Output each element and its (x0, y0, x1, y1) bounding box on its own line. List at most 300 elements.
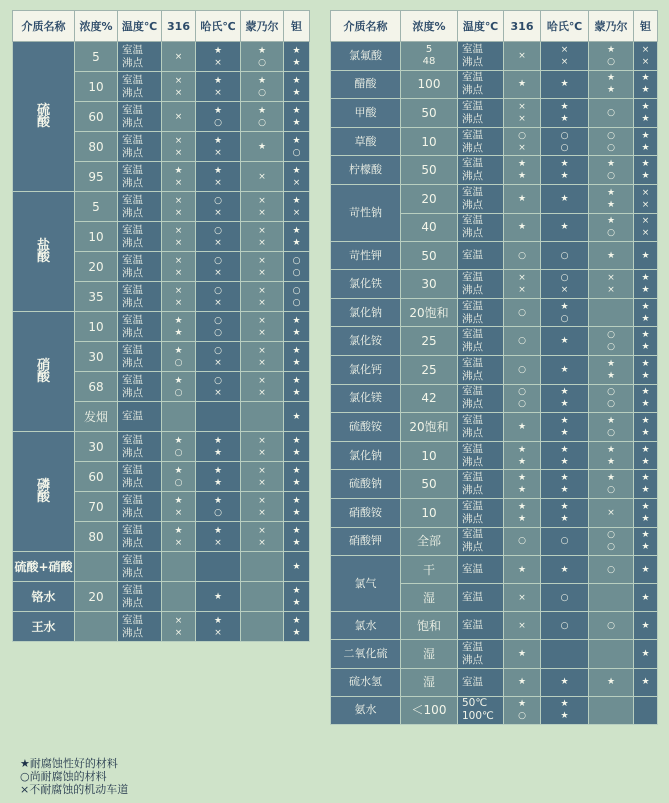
mark-tantalum-cell (634, 470, 658, 499)
rating-mark: × (174, 615, 183, 626)
temperature-value: 室温 (122, 283, 143, 296)
rating-mark: ★ (641, 313, 650, 324)
rating-mark: ★ (517, 193, 527, 204)
table-row (331, 127, 658, 156)
medium-name-char: 酸 (36, 369, 50, 385)
temperature-value: 室温 (462, 499, 483, 512)
temperature-cell (118, 342, 162, 372)
mark-316-cell (504, 242, 541, 270)
mark-316-cell (504, 213, 541, 242)
rating-mark: × (258, 225, 266, 236)
medium-cell: 草酸 (331, 127, 401, 156)
temperature-value: 室温 (462, 591, 483, 604)
temperature-value: 沸点 (462, 426, 483, 439)
temperature-cell (458, 213, 504, 242)
rating-mark: × (174, 207, 183, 218)
temperature-value: 室温 (462, 157, 483, 170)
rating-mark: ★ (606, 85, 616, 96)
rating-mark: × (174, 177, 183, 188)
mark-316-cell (162, 132, 196, 162)
rating-mark: ○ (518, 307, 526, 318)
medium-name-char: 硝 (36, 357, 50, 373)
mark-tantalum-cell (284, 42, 310, 72)
rating-mark: ★ (641, 592, 650, 603)
rating-mark: ★ (292, 345, 301, 356)
concentration-value: 10 (421, 505, 437, 520)
header-hastelloy: 哈氏℃ (196, 11, 241, 42)
medium-cell (13, 312, 75, 432)
temperature-value: 室温 (462, 328, 483, 341)
temperature-value: 沸点 (462, 398, 483, 411)
rating-mark: ★ (213, 435, 223, 446)
rating-mark: × (518, 113, 526, 124)
rating-mark: ○ (607, 387, 615, 398)
temperature-cell (458, 242, 504, 270)
concentration-cell: 10 (75, 312, 118, 342)
rating-mark: ○ (518, 536, 526, 547)
rating-mark: ○ (560, 536, 569, 547)
mark-hastelloy-cell (196, 582, 241, 612)
mark-hastelloy-cell (541, 441, 589, 470)
rating-mark: ★ (606, 159, 616, 170)
mark-tantalum-cell (634, 640, 658, 669)
medium-cell: 氯化钠 (331, 441, 401, 470)
temperature-value: 室温 (462, 563, 483, 576)
header-hastelloy: 哈氏℃ (541, 11, 589, 42)
rating-mark: ○ (560, 130, 569, 141)
rating-mark: ○ (174, 447, 183, 458)
rating-mark: × (641, 44, 650, 55)
rating-mark: ★ (641, 473, 650, 484)
mark-316-cell (504, 270, 541, 299)
mark-hastelloy-cell (196, 552, 241, 582)
rating-mark: ★ (174, 435, 183, 446)
rating-mark: × (214, 147, 222, 158)
temperature-value: 室温 (122, 613, 143, 626)
rating-mark: ★ (606, 250, 616, 261)
rating-mark: ★ (641, 301, 650, 312)
rating-mark: ★ (606, 415, 616, 426)
rating-mark: × (174, 111, 183, 122)
rating-mark: ○ (518, 711, 526, 722)
rating-mark: ★ (606, 370, 616, 381)
concentration-cell: 80 (75, 522, 118, 552)
mark-tantalum-cell (284, 132, 310, 162)
rating-mark: ○ (607, 130, 615, 141)
mark-tantalum-cell (284, 582, 310, 612)
mark-monel-cell (241, 342, 284, 372)
mark-tantalum-cell (284, 282, 310, 312)
concentration-value: ＜100 (411, 703, 447, 718)
mark-monel-cell (589, 470, 634, 499)
rating-mark: ○ (292, 297, 301, 308)
table-row (331, 696, 658, 725)
mark-316-cell (162, 522, 196, 552)
medium-cell: 硫酸钠 (331, 470, 401, 499)
rating-mark: × (174, 135, 183, 146)
rating-mark: × (292, 207, 301, 218)
rating-mark: ★ (606, 473, 616, 484)
rating-mark: × (641, 199, 650, 210)
concentration-cell (401, 355, 458, 384)
rating-mark: × (292, 177, 301, 188)
mark-monel-cell (589, 527, 634, 556)
mark-tantalum-cell (284, 402, 310, 432)
medium-cell: 王水 (13, 612, 75, 642)
concentration-cell: 60 (75, 102, 118, 132)
header-temperature: 温度℃ (458, 11, 504, 42)
mark-hastelloy-cell (541, 270, 589, 299)
concentration-value: 20 (421, 191, 437, 206)
rating-mark: ★ (560, 364, 569, 375)
rating-mark: ★ (560, 415, 569, 426)
rating-mark: ★ (292, 357, 301, 368)
rating-mark: ★ (606, 187, 616, 198)
mark-tantalum-cell (634, 99, 658, 128)
temperature-value: 室温 (122, 43, 143, 56)
mark-tantalum-cell (634, 327, 658, 356)
rating-mark: ★ (560, 159, 569, 170)
temperature-cell (458, 556, 504, 584)
rating-mark: ○ (607, 564, 615, 575)
rating-mark: ○ (607, 142, 615, 153)
temperature-value: 室温 (462, 185, 483, 198)
rating-mark: ★ (292, 495, 301, 506)
temperature-value: 室温 (122, 583, 143, 596)
temperature-value: 沸点 (122, 176, 143, 189)
mark-316-cell (504, 42, 541, 71)
temperature-value: 室温 (122, 343, 143, 356)
mark-monel-cell (589, 612, 634, 640)
temperature-value: 沸点 (462, 512, 483, 525)
temperature-value: 室温 (462, 528, 483, 541)
concentration-value: 20饱和 (409, 419, 449, 434)
mark-hastelloy-cell (196, 222, 241, 252)
temperature-value: 沸点 (122, 476, 143, 489)
rating-mark: ★ (641, 85, 650, 96)
rating-mark: ★ (641, 330, 650, 341)
mark-316-cell (162, 222, 196, 252)
table-row (331, 470, 658, 499)
rating-mark: × (258, 195, 266, 206)
header-medium: 介质名称 (13, 11, 75, 42)
concentration-cell: 5 (75, 42, 118, 72)
table-row (331, 270, 658, 299)
rating-mark: ★ (517, 159, 527, 170)
mark-316-cell (162, 102, 196, 132)
temperature-value: 室温 (122, 463, 143, 476)
temperature-value: 室温 (122, 433, 143, 446)
mark-tantalum-cell (284, 612, 310, 642)
concentration-cell: 30 (75, 432, 118, 462)
rating-mark: ★ (517, 677, 527, 688)
medium-name-char: 酸 (36, 489, 50, 505)
temperature-value: 室温 (122, 133, 143, 146)
temperature-value: 沸点 (462, 455, 483, 468)
temperature-value: 室温 (462, 640, 483, 653)
concentration-value: 20饱和 (409, 305, 449, 320)
rating-mark: ★ (560, 171, 569, 182)
rating-mark: ★ (292, 237, 301, 248)
temperature-value: 室温 (462, 385, 483, 398)
temperature-value: 室温 (122, 103, 143, 116)
concentration-value: 饱和 (416, 618, 441, 633)
rating-mark: × (258, 171, 266, 182)
temperature-value: 沸点 (122, 116, 143, 129)
temperature-cell (458, 612, 504, 640)
concentration-cell (401, 470, 458, 499)
concentration-cell (401, 70, 458, 99)
table-row (331, 640, 658, 669)
mark-316-cell (162, 192, 196, 222)
temperature-value: 沸点 (122, 626, 143, 639)
temperature-cell (118, 402, 162, 432)
mark-monel-cell (589, 298, 634, 327)
temperature-cell (118, 42, 162, 72)
concentration-cell (401, 327, 458, 356)
medium-name-stack (13, 102, 74, 130)
concentration-cell (401, 668, 458, 696)
medium-cell: 甲酸 (331, 99, 401, 128)
rating-mark: × (174, 507, 183, 518)
rating-mark: ★ (517, 648, 527, 659)
rating-mark: × (641, 216, 650, 227)
mark-tantalum-cell (634, 556, 658, 584)
rating-mark: ★ (517, 473, 527, 484)
rating-mark: × (518, 620, 526, 631)
rating-mark: ★ (560, 336, 569, 347)
mark-monel-cell (589, 556, 634, 584)
rating-mark: ★ (292, 225, 301, 236)
temperature-value: 沸点 (122, 446, 143, 459)
rating-mark: ★ (641, 370, 650, 381)
mark-316-cell (504, 127, 541, 156)
mark-316-cell (504, 668, 541, 696)
concentration-cell (401, 556, 458, 584)
rating-mark: ★ (257, 105, 267, 116)
rating-mark: ○ (518, 387, 526, 398)
temperature-cell (458, 527, 504, 556)
medium-cell: 氯化铁 (331, 270, 401, 299)
mark-316-cell (162, 342, 196, 372)
temperature-cell (458, 355, 504, 384)
concentration-cell (401, 441, 458, 470)
mark-hastelloy-cell (196, 492, 241, 522)
mark-tantalum-cell (284, 342, 310, 372)
rating-mark: ★ (606, 44, 616, 55)
rating-mark: ★ (560, 387, 569, 398)
rating-mark: ○ (214, 285, 222, 296)
rating-mark: ★ (292, 561, 301, 572)
rating-mark: ★ (174, 495, 183, 506)
temperature-value: 室温 (462, 413, 483, 426)
mark-hastelloy-cell (196, 342, 241, 372)
rating-mark: × (174, 195, 183, 206)
mark-hastelloy-cell (196, 402, 241, 432)
mark-tantalum-cell (284, 462, 310, 492)
temperature-value: 沸点 (122, 146, 143, 159)
mark-monel-cell (589, 640, 634, 669)
concentration-cell (401, 127, 458, 156)
temperature-value: 室温 (462, 619, 483, 632)
medium-cell: 氯化钠 (331, 298, 401, 327)
mark-tantalum-cell (634, 270, 658, 299)
rating-mark: × (518, 50, 526, 61)
mark-hastelloy-cell (541, 556, 589, 584)
rating-mark: ★ (292, 315, 301, 326)
temperature-value: 室温 (122, 193, 143, 206)
temperature-value: 室温 (462, 299, 483, 312)
mark-monel-cell (241, 192, 284, 222)
rating-mark: × (258, 255, 266, 266)
temperature-cell (458, 384, 504, 413)
medium-cell: 氯化铵 (331, 327, 401, 356)
concentration-value: 100 (417, 77, 441, 92)
medium-cell: 铬水 (13, 582, 75, 612)
mark-hastelloy-cell (541, 70, 589, 99)
header-temperature: 温度℃ (118, 11, 162, 42)
table-row (331, 498, 658, 527)
rating-mark: ★ (292, 477, 301, 488)
mark-monel-cell (589, 213, 634, 242)
rating-mark: × (607, 284, 615, 295)
mark-316-cell (504, 184, 541, 213)
concentration-cell: 20 (75, 252, 118, 282)
mark-monel-cell (589, 696, 634, 725)
temperature-value: 沸点 (462, 84, 483, 97)
mark-hastelloy-cell (541, 42, 589, 71)
mark-monel-cell (241, 312, 284, 342)
temperature-value: 室温 (462, 128, 483, 141)
medium-cell: 氯化钙 (331, 355, 401, 384)
rating-mark: ○ (607, 342, 615, 353)
concentration-value: 50 (421, 163, 437, 178)
mark-monel-cell (241, 612, 284, 642)
temperature-value: 沸点 (122, 386, 143, 399)
temperature-value: 室温 (462, 71, 483, 84)
rating-mark: ○ (518, 130, 526, 141)
concentration-cell: 80 (75, 132, 118, 162)
mark-hastelloy-cell (541, 184, 589, 213)
rating-mark: ★ (257, 45, 267, 56)
mark-hastelloy-cell (196, 612, 241, 642)
rating-mark: ○ (214, 255, 222, 266)
rating-mark: × (258, 507, 266, 518)
temperature-cell (118, 432, 162, 462)
mark-316-cell (162, 42, 196, 72)
rating-mark: ★ (641, 427, 650, 438)
medium-name-char: 硫 (36, 102, 50, 118)
rating-mark: ★ (213, 525, 223, 536)
temperature-cell (458, 70, 504, 99)
temperature-value: 室温 (122, 223, 143, 236)
rating-mark: ★ (560, 113, 569, 124)
medium-name-char: 酸 (36, 114, 50, 130)
temperature-value: 沸点 (122, 296, 143, 309)
mark-tantalum-cell (634, 355, 658, 384)
rating-mark: ○ (174, 477, 183, 488)
rating-mark: × (258, 267, 266, 278)
rating-mark: ★ (213, 135, 223, 146)
mark-monel-cell (589, 327, 634, 356)
rating-mark: ★ (641, 142, 650, 153)
rating-mark: ★ (257, 141, 267, 152)
mark-hastelloy-cell (541, 156, 589, 185)
mark-hastelloy-cell (541, 213, 589, 242)
temperature-value: 沸点 (122, 506, 143, 519)
mark-316-cell (162, 432, 196, 462)
medium-cell (13, 432, 75, 552)
temperature-value: 沸点 (122, 86, 143, 99)
medium-cell (13, 42, 75, 192)
temperature-value: 沸点 (462, 341, 483, 354)
concentration-cell (401, 498, 458, 527)
medium-cell: 氯气 (331, 556, 401, 612)
temperature-value: 室温 (462, 471, 483, 484)
rating-mark: ○ (174, 357, 183, 368)
rating-mark: ★ (517, 444, 527, 455)
rating-mark: ★ (174, 345, 183, 356)
table-row (331, 156, 658, 185)
mark-monel-cell (241, 282, 284, 312)
table-row (331, 184, 658, 213)
temperature-value: 室温 (122, 313, 143, 326)
rating-mark: ★ (517, 699, 527, 710)
rating-mark: ○ (292, 267, 301, 278)
rating-mark: ★ (174, 315, 183, 326)
rating-mark: ★ (174, 465, 183, 476)
rating-mark: ★ (606, 73, 616, 84)
temperature-value: 50℃ (462, 697, 488, 710)
legend (20, 757, 128, 796)
rating-mark: ★ (560, 427, 569, 438)
temperature-cell (118, 582, 162, 612)
rating-mark: ★ (292, 447, 301, 458)
mark-hastelloy-cell (541, 298, 589, 327)
mark-hastelloy-cell (541, 242, 589, 270)
mark-316-cell (162, 492, 196, 522)
rating-mark: × (174, 255, 183, 266)
mark-tantalum-cell (284, 552, 310, 582)
mark-monel-cell (241, 462, 284, 492)
rating-mark: × (214, 237, 222, 248)
mark-tantalum-cell (634, 527, 658, 556)
rating-mark: ★ (292, 87, 301, 98)
rating-mark: ★ (641, 113, 650, 124)
header-monel: 蒙乃尔 (589, 11, 634, 42)
rating-mark: ★ (641, 387, 650, 398)
medium-cell (13, 192, 75, 312)
mark-hastelloy-cell (196, 132, 241, 162)
mark-316-cell (162, 252, 196, 282)
mark-monel-cell (589, 584, 634, 612)
temperature-cell (458, 42, 504, 71)
rating-mark: ★ (606, 358, 616, 369)
rating-mark: ○ (560, 313, 569, 324)
mark-hastelloy-cell (541, 696, 589, 725)
mark-tantalum-cell (634, 42, 658, 71)
mark-tantalum-cell (634, 584, 658, 612)
rating-mark: × (214, 267, 222, 278)
mark-hastelloy-cell (196, 282, 241, 312)
rating-mark: ★ (641, 564, 650, 575)
mark-tantalum-cell (634, 696, 658, 725)
temperature-value: 沸点 (122, 356, 143, 369)
table-row (331, 413, 658, 442)
mark-hastelloy-cell (541, 127, 589, 156)
temperature-value: 室温 (462, 675, 483, 688)
rating-mark: ○ (607, 171, 615, 182)
